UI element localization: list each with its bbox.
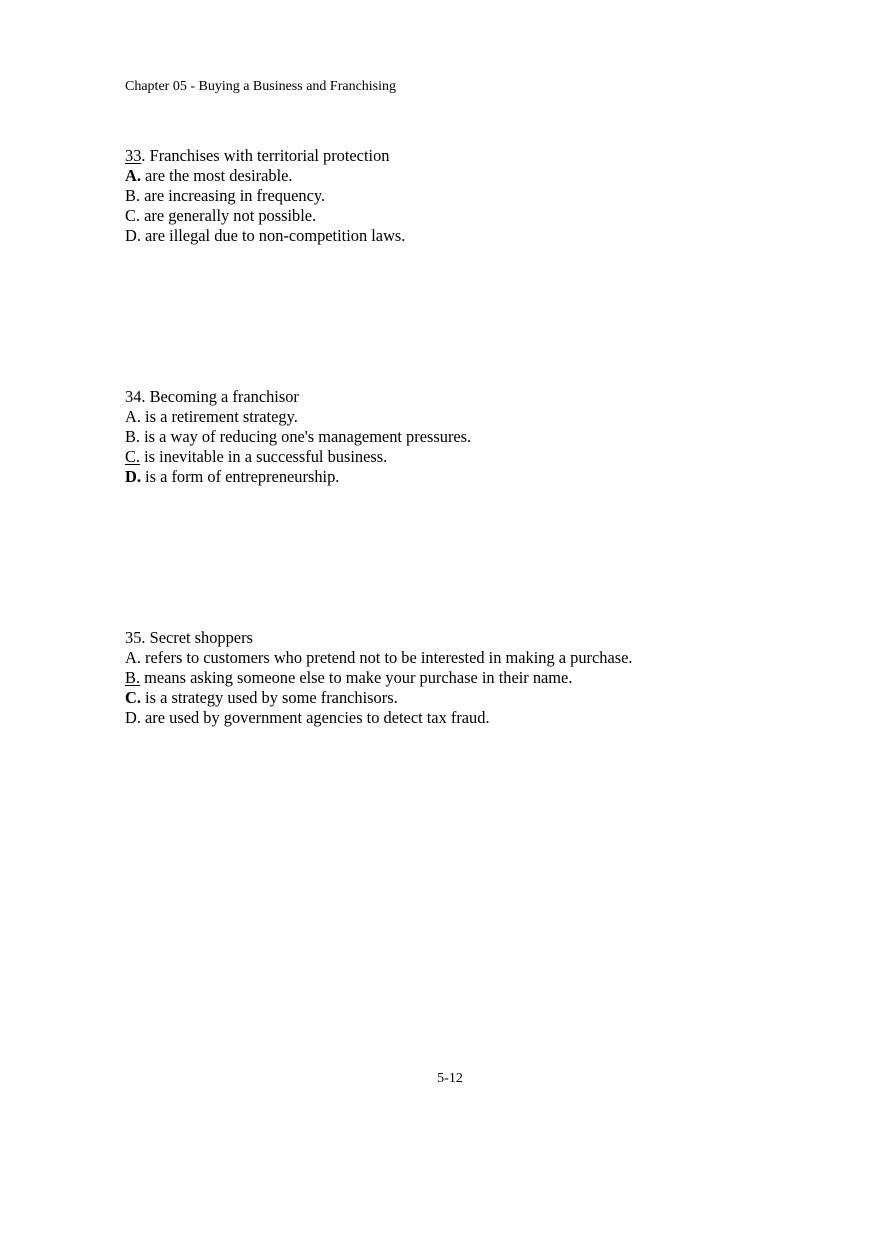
- question-text: . Becoming a franchisor: [141, 387, 299, 406]
- option-text: is a form of entrepreneurship.: [140, 467, 340, 486]
- option-text: is a strategy used by some franchisors.: [140, 688, 398, 707]
- option-text: is inevitable in a successful business.: [140, 447, 388, 466]
- option-a: [125, 648, 633, 668]
- option-c: [125, 206, 405, 226]
- option-letter: D.: [125, 708, 141, 727]
- question-stem: [125, 387, 471, 407]
- option-text: are generally not possible.: [140, 206, 317, 225]
- question-34: [125, 387, 471, 487]
- question-stem: [125, 628, 633, 648]
- option-letter: D.: [125, 226, 141, 245]
- option-text: are the most desirable.: [140, 166, 293, 185]
- question-text: . Secret shoppers: [141, 628, 253, 647]
- question-number: 33: [125, 146, 142, 165]
- option-b: [125, 186, 405, 206]
- option-text: are used by government agencies to detect tax fraud.: [140, 708, 490, 727]
- option-letter: C.: [125, 688, 141, 707]
- option-letter: B.: [125, 186, 141, 205]
- question-number: 35: [125, 628, 142, 647]
- option-text: are increasing in frequency.: [140, 186, 326, 205]
- option-b: [125, 668, 633, 688]
- option-text: refers to customers who pretend not to be interested in making a purchase.: [140, 648, 633, 667]
- option-letter: B.: [125, 427, 141, 446]
- option-c: [125, 688, 633, 708]
- option-letter: D.: [125, 467, 141, 486]
- option-c: [125, 447, 471, 467]
- question-text: . Franchises with territorial protection: [141, 146, 390, 165]
- option-a: [125, 166, 405, 186]
- option-text: is a retirement strategy.: [140, 407, 298, 426]
- option-d: [125, 226, 405, 246]
- question-number: 34: [125, 387, 142, 406]
- option-text: are illegal due to non-competition laws.: [140, 226, 406, 245]
- option-letter: C.: [125, 206, 141, 225]
- option-text: is a way of reducing one's management pressures.: [140, 427, 472, 446]
- option-letter: C.: [125, 447, 141, 466]
- option-letter: A.: [125, 648, 141, 667]
- option-letter: B.: [125, 668, 141, 687]
- option-a: [125, 407, 471, 427]
- option-letter: A.: [125, 407, 141, 426]
- question-35: [125, 628, 633, 728]
- question-stem: [125, 146, 405, 166]
- option-d: [125, 467, 471, 487]
- question-33: [125, 146, 405, 246]
- option-text: means asking someone else to make your purchase in their name.: [140, 668, 573, 687]
- option-b: [125, 427, 471, 447]
- page-number: 5-12: [437, 1071, 463, 1086]
- chapter-header: Chapter 05 - Buying a Business and Franchising: [125, 79, 397, 94]
- option-letter: A.: [125, 166, 141, 185]
- option-d: [125, 708, 633, 728]
